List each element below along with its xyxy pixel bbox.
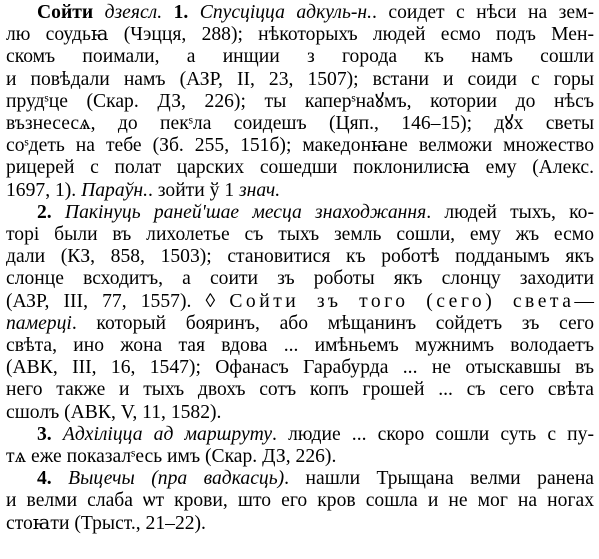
text-span: . людие ... скоро сошли суть с пу- — [272, 423, 594, 445]
text-line — [37, 202, 594, 224]
bold-text: Сойти — [37, 2, 94, 23]
text-line — [6, 379, 594, 401]
text-line — [37, 2, 594, 24]
text-span: . который бояринъ, або мѣщанинъ сойдетъ зъ сего — [71, 312, 594, 334]
text-span: (АВК, III, 16, 1547); Офанасъ Гарабурда ... не отыскавшы въ — [6, 357, 594, 379]
text-line — [6, 46, 594, 68]
text-span: торі были въ лихолетье съ тыхъ земль сошли, ему жъ есмо — [6, 224, 594, 245]
text-line — [6, 135, 594, 157]
text-span: — — [574, 290, 594, 312]
text-line — [6, 268, 594, 290]
text-line — [6, 402, 594, 424]
text-line — [6, 24, 594, 46]
italic-text: Спусціцца адкуль-н. — [188, 2, 373, 23]
text-line — [6, 313, 594, 335]
italic-text: Параўн. — [81, 179, 148, 201]
italic-text: Адхіліцца ад маршруту — [51, 423, 273, 445]
italic-text: Пакінуць раней'шае месца знаходжання — [51, 201, 427, 223]
bold-text: 3. — [37, 423, 52, 445]
text-line — [6, 246, 594, 268]
text-span: и велми слаба ѡт крови, што его кров сошла и не мог на ногах — [6, 490, 594, 512]
text-span: . зойти ў 1 — [147, 179, 240, 201]
text-span: рицерей с полат царских сошедши поклонилисꙗ ему (Алекс. — [6, 157, 594, 179]
spaced-text: Сойти зъ того (сего) света — [229, 290, 575, 312]
italic-text: памерці — [6, 312, 72, 334]
italic-text: дзеясл. — [93, 2, 174, 23]
text-span: . людей тыхъ, ко- — [426, 201, 594, 223]
text-span: (АЗР, III, 77, 1557). ◊ — [6, 290, 230, 312]
text-span: тѧ еже показалˢесь имъ (Скар. ДЗ, 226). — [6, 446, 337, 467]
italic-text: знач. — [239, 179, 281, 201]
text-span: и повѣдали намъ (АЗР, II, 23, 1507); встани и соиди с горы — [6, 68, 594, 90]
bold-text: 2. — [37, 201, 52, 223]
text-span: стоꙗти (Трыст., 21–22). — [6, 512, 206, 534]
text-line — [37, 468, 594, 490]
text-line — [6, 490, 594, 512]
text-span: свѣта, ино жона тая вдова ... имѣньемъ мужнимъ володаетъ — [6, 335, 594, 356]
text-line — [6, 69, 594, 91]
text-line — [6, 446, 594, 468]
text-line — [37, 424, 594, 446]
text-span: прудˢце (Скар. ДЗ, 226); ты каперˢнаꙋмъ, котории до нѣсъ — [6, 90, 594, 112]
text-span: соˢдеть на тебе (Зб. 255, 151б); македонꙗне велможи множество — [6, 135, 594, 157]
text-span: него также и тыхъ двохъ сотъ копъ грошей ... съ сего свѣта — [6, 379, 594, 401]
text-line — [6, 291, 594, 313]
bold-text: 1. — [173, 2, 189, 23]
text-span: слонце всходитъ, а соити зъ роботы якъ слонцу заходити — [6, 268, 594, 290]
text-span: 1697, 1). — [6, 179, 82, 201]
italic-text: Выцечы (пра вадкасць) — [51, 468, 285, 490]
text-span: сшолъ (АВК, V, 11, 1582). — [6, 401, 222, 423]
text-span: . нашли Трыщана велми ранена — [284, 468, 595, 490]
text-line — [6, 357, 594, 379]
text-line — [6, 335, 594, 357]
text-line — [6, 157, 594, 179]
text-span: скомъ поимали, а инщии з города къ намъ сошли — [6, 46, 594, 68]
text-line — [6, 180, 594, 202]
text-line — [6, 224, 594, 246]
text-line — [6, 113, 594, 135]
text-span: лю соудьꙗ (Чэцця, 288); нѣкоторыхъ людей есмо подъ Мен- — [6, 24, 594, 46]
text-line — [6, 91, 594, 113]
text-span: . соидет с нѣси на зем- — [372, 2, 594, 23]
text-span: възнесесѧ, до пекˢла соидешъ (Цяп., 146–15); дꙋх светы — [6, 113, 594, 134]
text-span: дали (КЗ, 858, 1503); становитися къ роботѣ подданымъ якъ — [6, 246, 594, 268]
text-line — [6, 513, 594, 535]
bold-text: 4. — [37, 468, 52, 490]
